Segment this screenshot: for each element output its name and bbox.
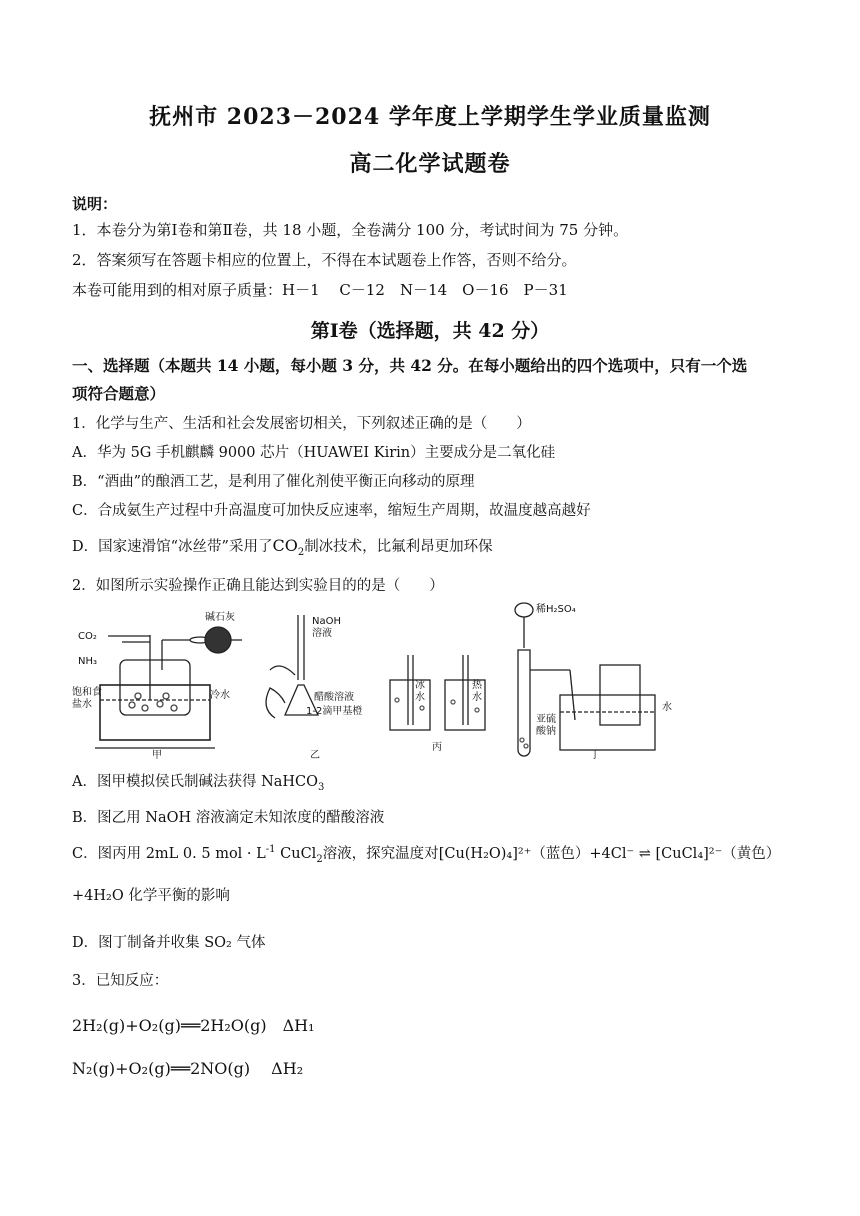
note-item-2: 2．答案须写在答题卡相应的位置上，不得在本试题卷上作答，否则不给分。 xyxy=(72,251,577,269)
nahco3-subscript: 3 xyxy=(318,781,325,793)
q1-option-d-post: 制冰技术，比氟利昂更加环保 xyxy=(304,539,493,555)
label-bing: 丙 xyxy=(432,742,442,753)
label-cold-water: 冷水 xyxy=(210,690,230,701)
label-nh3: NH₃ xyxy=(78,656,98,667)
label-ding: 丁 xyxy=(590,750,600,760)
apparatus-yi xyxy=(266,615,318,718)
atomic-masses: 本卷可能用到的相对原子质量：H－1 C－12 N－14 O－16 P－31 xyxy=(72,281,568,299)
co2-formula: CO xyxy=(272,536,298,555)
label-methyl-orange: 1-2滴甲基橙 xyxy=(306,706,363,717)
note-item-1: 1．本卷分为第Ⅰ卷和第Ⅱ卷，共 18 小题，全卷满分 100 分，考试时间为 75 分钟。 xyxy=(72,221,629,239)
q2-apparatus-figure xyxy=(70,600,690,760)
label-co2: CO₂ xyxy=(78,631,97,642)
q2-option-c-cont: +4H₂O 化学平衡的影响 xyxy=(72,888,230,904)
page-title: 抚州市 2023－2024 学年度上学期学生学业质量监测 xyxy=(149,104,711,130)
q2-option-a-text: A．图甲模拟侯氏制碱法获得 NaHCO xyxy=(72,774,319,790)
q2-option-b: B．图乙用 NaOH 溶液滴定未知浓度的醋酸溶液 xyxy=(72,810,385,826)
label-hot-1: 热 xyxy=(472,680,482,691)
label-naoh-1: NaOH xyxy=(312,616,341,627)
notes-heading: 说明： xyxy=(72,195,118,213)
label-soda-lime: 碱石灰 xyxy=(205,612,235,623)
label-brine-1: 饱和食 xyxy=(72,687,102,698)
label-brine-2: 盐水 xyxy=(72,699,92,710)
complex-equation: [Cu(H₂O)₄]²⁺（蓝色）+4Cl⁻ ⇌ [CuCl₄]²⁻（黄色） xyxy=(438,846,781,862)
q1-option-d-pre: D．国家速滑馆“冰丝带”采用了 xyxy=(72,539,273,555)
q1-stem: 1．化学与生产、生活和社会发展密切相关，下列叙述正确的是（ ） xyxy=(72,416,531,432)
section-title: 第Ⅰ卷（选择题，共 42 分） xyxy=(310,320,550,342)
q2-stem: 2．如图所示实验操作正确且能达到实验目的的是（ ） xyxy=(72,578,444,594)
label-ice-1: 冰 xyxy=(415,680,425,691)
q2-option-c xyxy=(72,842,780,865)
label-yi: 乙 xyxy=(310,750,320,760)
co2-subscript: 2 xyxy=(297,546,305,558)
cucl2-subscript: 2 xyxy=(316,853,323,865)
q3-stem: 3．已知反应： xyxy=(72,973,169,989)
label-acetic-acid: 醋酸溶液 xyxy=(314,692,354,703)
section-instruction-cont: 项符合题意） xyxy=(72,384,166,403)
section-instruction: 一、选择题（本题共 14 小题，每小题 3 分，共 42 分。在每小题给出的四个选项中，只有一个选 xyxy=(72,356,748,375)
label-jia: 甲 xyxy=(152,750,162,760)
page-subtitle: 高二化学试题卷 xyxy=(349,151,511,177)
q3-equation-1: 2H₂(g)+O₂(g)══2H₂O(g) ΔH₁ xyxy=(72,1016,315,1035)
label-sulfite-1: 亚硫 xyxy=(536,714,556,725)
q2-option-a xyxy=(72,770,324,793)
q1-option-b: B．“酒曲”的酿酒工艺，是利用了催化剂使平衡正向移动的原理 xyxy=(72,474,475,490)
label-sulfite-2: 酸钠 xyxy=(536,726,556,737)
label-ice-2: 水 xyxy=(415,692,425,703)
cucl2-formula: CuCl xyxy=(275,846,317,862)
q1-option-d xyxy=(72,535,493,558)
label-dilute-h2so4: 稀H₂SO₄ xyxy=(536,604,576,615)
q2-option-c-pre: C．图丙用 2mL 0. 5 mol · L xyxy=(72,846,266,862)
label-water: 水 xyxy=(662,702,672,713)
apparatus-jia xyxy=(95,627,242,748)
unit-superscript: -1 xyxy=(265,844,276,856)
label-naoh-2: 溶液 xyxy=(312,628,332,639)
q3-equation-2: N₂(g)+O₂(g)══2NO(g) ΔH₂ xyxy=(72,1059,304,1078)
q1-option-a: A．华为 5G 手机麒麟 9000 芯片（HUAWEI Kirin）主要成分是二氧化硅 xyxy=(72,445,556,461)
q2-option-d: D．图丁制备并收集 SO₂ 气体 xyxy=(72,935,266,951)
q2-option-c-post: 溶液，探究温度对 xyxy=(322,846,439,862)
apparatus-bing xyxy=(390,655,485,730)
q1-option-c: C．合成氨生产过程中升高温度可加快反应速率，缩短生产周期，故温度越高越好 xyxy=(72,503,591,519)
label-hot-2: 水 xyxy=(472,692,482,703)
